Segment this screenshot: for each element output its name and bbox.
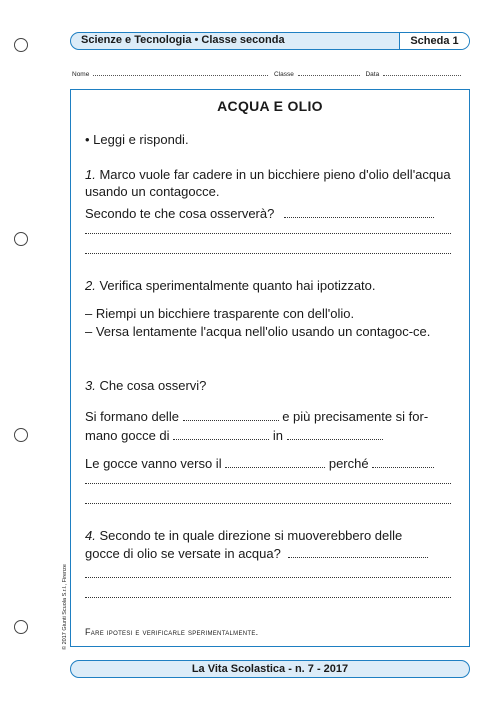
question-4-number: 4. xyxy=(85,528,96,543)
question-3-number: 3. xyxy=(85,378,96,393)
question-2 xyxy=(85,277,453,294)
question-3-line-2 xyxy=(85,427,453,444)
question-4-line-2 xyxy=(85,545,453,562)
question-1-text: Marco vuole far cadere in un bicchiere pieno d'olio dell'acqua usando un contagocce. xyxy=(85,167,451,199)
question-3-text-e: Le gocce vanno verso il xyxy=(85,456,222,471)
student-fields xyxy=(72,68,472,78)
question-3 xyxy=(85,377,453,394)
name-label: Nome xyxy=(72,71,90,78)
question-4-text-2: gocce di olio se versate in acqua? xyxy=(85,546,281,561)
question-2-step-2: – Versa lentamente l'acqua nell'olio usando un contagoc-ce. xyxy=(85,324,431,339)
question-4 xyxy=(85,527,453,544)
answer-line[interactable] xyxy=(284,205,434,218)
answer-line[interactable] xyxy=(85,253,451,254)
answer-line[interactable] xyxy=(287,427,383,440)
answer-line[interactable] xyxy=(372,455,434,468)
binder-hole-lower xyxy=(14,428,28,442)
date-label: Data xyxy=(365,71,380,78)
question-1-prompt-row xyxy=(85,205,453,222)
answer-line[interactable] xyxy=(173,427,269,440)
question-2-text: Verifica sperimentalmente quanto hai ipotizzato. xyxy=(99,278,376,293)
question-3-line-3 xyxy=(85,455,453,472)
binder-hole-bottom xyxy=(14,620,28,634)
binder-hole-top xyxy=(14,38,28,52)
question-3-line-1 xyxy=(85,408,453,425)
question-3-text-a: Si formano delle xyxy=(85,409,179,424)
answer-line[interactable] xyxy=(85,483,451,484)
question-1-number: 1. xyxy=(85,167,96,182)
question-3-text-b: e più precisamente si for- xyxy=(282,409,429,424)
question-3-text-d: in xyxy=(272,428,283,443)
answer-line[interactable] xyxy=(85,597,451,598)
question-1 xyxy=(85,166,453,200)
question-3-text-c: mano gocce di xyxy=(85,428,170,443)
worksheet-card xyxy=(70,89,470,647)
answer-line[interactable] xyxy=(225,455,325,468)
binder-hole-upper xyxy=(14,232,28,246)
question-1-prompt: Secondo te che cosa osserverà? xyxy=(85,206,275,221)
footer-bar: La Vita Scolastica - n. 7 - 2017 xyxy=(70,660,470,678)
class-label: Classe xyxy=(273,71,294,78)
subject-label: Scienze e Tecnologia • Classe seconda xyxy=(81,34,285,46)
answer-line[interactable] xyxy=(85,577,451,578)
copyright-notice: © 2017 Giunti Scuola S.r.l., Firenze xyxy=(62,564,68,650)
class-field[interactable] xyxy=(298,68,360,76)
question-4-text: Secondo te in quale direzione si muoverebbero delle xyxy=(99,528,403,543)
question-3-text-f: perché xyxy=(328,456,369,471)
worksheet-title: ACQUA E OLIO xyxy=(217,98,323,114)
answer-line[interactable] xyxy=(85,503,451,504)
name-field[interactable] xyxy=(93,68,268,76)
instruction: • Leggi e rispondi. xyxy=(85,132,189,147)
question-2-step-1: – Riempi un bicchiere trasparente con dell'olio. xyxy=(85,306,355,321)
answer-line[interactable] xyxy=(183,408,279,421)
date-field[interactable] xyxy=(383,68,461,76)
footnote: Fare ipotesi e verificarle sperimentalmente. xyxy=(85,627,259,637)
answer-line[interactable] xyxy=(288,545,428,558)
sheet-number: Scheda 1 xyxy=(399,33,469,49)
answer-line[interactable] xyxy=(85,233,451,234)
question-2-number: 2. xyxy=(85,278,96,293)
question-3-text: Che cosa osservi? xyxy=(99,378,207,393)
header-bar xyxy=(70,32,470,50)
